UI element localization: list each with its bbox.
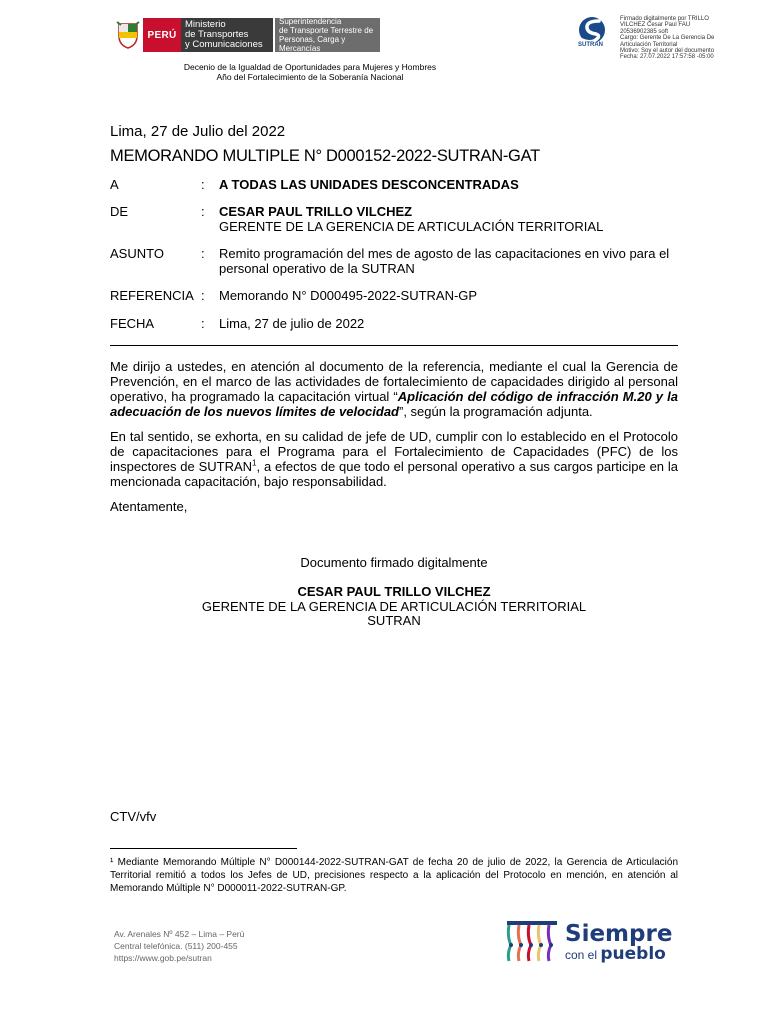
field-label: A	[110, 177, 119, 192]
field-value: A TODAS LAS UNIDADES DESCONCENTRADAS	[219, 177, 519, 192]
ministerio-label	[181, 18, 273, 52]
initials: CTV/vfv	[110, 809, 157, 824]
slogan-con-el: con el	[565, 948, 598, 962]
superintendencia-label	[275, 18, 380, 52]
gobierno-logo	[113, 18, 380, 52]
firma-line: Firmado digitalmente por TRILLO	[620, 16, 709, 22]
peru-label: PERÚ	[143, 18, 181, 52]
siempre-con-el-pueblo-icon	[503, 917, 563, 965]
text-run: Me dirijo a ustedes, en atención al documento de la referencia, mediante el cual la Gerencia de Prevención, en el marco de las actividades de fortalecimiento de capacidades dirigido al personal operativo, ha programado la capacitación virtual “	[110, 359, 678, 404]
field-colon: :	[201, 316, 205, 331]
sutran-logo-icon	[572, 15, 616, 55]
firma-line: Articulación Territorial	[620, 41, 678, 48]
text-run: En tal sentido, se exhorta, en su calidad de jefe de UD, cumplir con lo establecido en el Protocolo de capacitaciones para el Programa para el Fortalecimiento de Capacidades (PFC) de los inspectores de SUTRAN	[110, 429, 678, 474]
signature-position: GERENTE DE LA GERENCIA DE ARTICULACIÓN TERRITORIAL	[201, 599, 587, 614]
anio-line: Año del Fortalecimiento de la Soberanía Nacional	[216, 72, 404, 82]
firma-line: Fecha: 27.07.2022 17:57:58 -05:00	[620, 54, 714, 61]
field-value: CESAR PAUL TRILLO VILCHEZ	[219, 204, 413, 219]
footer-phone: Central telefónica. (511) 200-455	[114, 941, 238, 951]
superintendencia-line: de Transporte Terrestre de	[279, 26, 374, 35]
closing: Atentamente,	[110, 499, 188, 514]
footer-address: Av. Arenales Nº 452 – Lima – Perú	[114, 929, 245, 939]
ministerio-line: Ministerio	[185, 19, 226, 30]
footer-url[interactable]: https://www.gob.pe/sutran	[114, 953, 212, 963]
field-label: FECHA	[110, 316, 155, 331]
field-value: Lima, 27 de julio de 2022	[219, 316, 365, 331]
field-colon: :	[201, 204, 205, 219]
footnote: ¹ Mediante Memorando Múltiple N° D000144-2022-SUTRAN-GAT de fecha 20 de julio de 2022, la Gerencia de Articulación Territorial remitió a todos los Jefes de UD, precisiones respecto a la aplicación del Protocolo en mención, en atención al Memorando Múltiple N° D000011-2022-SUTRAN-GP.	[110, 857, 678, 894]
footer-address-block	[114, 928, 244, 964]
field-colon: :	[201, 246, 205, 261]
slogan-pueblo: pueblo	[600, 944, 666, 964]
text-run: , a efectos de que todo el personal operativo a sus cargos participe en la mencionada capacitación, bajo responsabilidad.	[110, 459, 678, 489]
field-label: DE	[110, 204, 129, 219]
slogan-siempre: Siempre	[565, 921, 673, 947]
superintendencia-line: Superintendencia	[279, 17, 342, 26]
footnote-ref: 1	[252, 458, 257, 468]
text-run: ”, según la programación adjunta.	[398, 404, 593, 419]
signature-org: SUTRAN	[367, 613, 421, 628]
memo-title: MEMORANDO MULTIPLE N° D000152-2022-SUTRAN-GAT	[110, 147, 540, 165]
field-colon: :	[201, 177, 205, 192]
signature-digital: Documento firmado digitalmente	[300, 555, 488, 570]
header-divider	[110, 345, 678, 346]
coat-of-arms-icon	[113, 18, 143, 52]
firma-line: Cargo: Gerente De La Gerencia De	[620, 35, 715, 42]
field-value-group	[219, 204, 679, 234]
digital-signature-stamp	[620, 16, 760, 61]
slogan	[565, 922, 672, 963]
field-colon: :	[201, 288, 205, 303]
superintendencia-line: Personas, Carga y Mercancías	[279, 35, 346, 53]
ministerio-line: y Comunicaciones	[185, 39, 263, 50]
field-value: Memorando N° D000495-2022-SUTRAN-GP	[219, 288, 478, 303]
field-label: ASUNTO	[110, 246, 164, 261]
body-paragraph-2	[110, 429, 678, 489]
slogan-line-2	[565, 946, 672, 963]
field-value: Remito programación del mes de agosto de las capacitaciones en vivo para el personal operativo de la SUTRAN	[219, 246, 670, 276]
decenio-line: Decenio de la Igualdad de Oportunidades para Mujeres y Hombres	[183, 62, 437, 72]
body-paragraph-1	[110, 359, 678, 419]
footnote-divider	[110, 848, 297, 849]
field-value: GERENTE DE LA GERENCIA DE ARTICULACIÓN TERRITORIAL	[219, 219, 604, 234]
firma-line: VILCHEZ Cesar Paul FAU	[620, 22, 691, 29]
firma-line: Motivo: Soy el autor del documento	[620, 48, 715, 55]
course-title: Aplicación del código de infracción M.20 y la adecuación de los nuevos límites de velocidad	[110, 389, 678, 419]
date-line: Lima, 27 de Julio del 2022	[110, 123, 286, 140]
field-label: REFERENCIA	[110, 288, 194, 303]
ministerio-line: de Transportes	[185, 29, 249, 40]
signature-name: CESAR PAUL TRILLO VILCHEZ	[297, 584, 491, 599]
sutran-wordmark: SUTRAN	[578, 42, 603, 48]
firma-line: 20536902385 soft	[620, 28, 669, 35]
decenio-text	[130, 62, 490, 82]
